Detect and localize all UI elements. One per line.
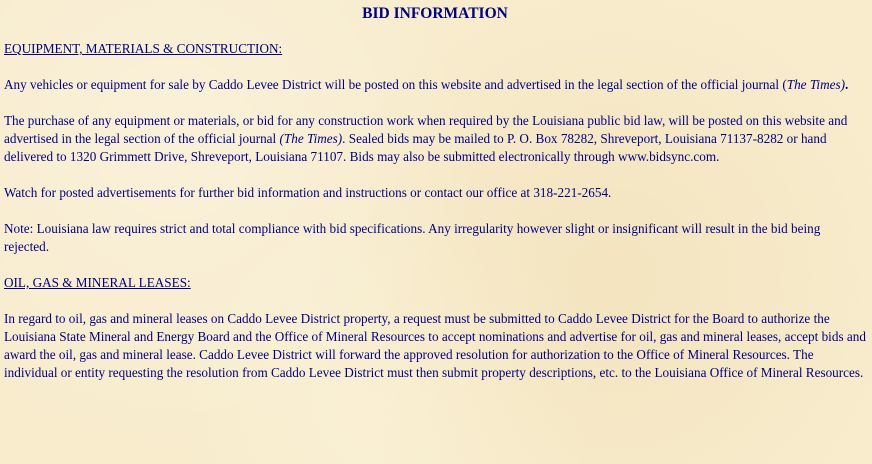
journal-name: (The Times) (279, 131, 343, 146)
paragraph-purchase-bids (4, 112, 866, 166)
journal-name: The Times) (786, 77, 845, 92)
paragraph-mineral-leases: In regard to oil, gas and mineral leases on Caddo Levee District property, a request must be submitted to Caddo Levee District for the Board to authorize the Louisiana State Mineral and Energy Board and the Office of Mineral Resources to accept nominations and advertise for oil, gas and mineral leases, accept bids and award the oil, gas and mineral lease. Caddo Levee District will forward the approved resolution for authorization to the Office of Mineral Resources. The individual or entity requesting the resolution from Caddo Levee District must then submit property descriptions, etc. to the Louisiana Office of Mineral Resources. (4, 311, 866, 380)
paragraph-text: . Sealed bids may be mailed to P. O. Box 78282, Shreveport, Louisiana 71137-8282 or hand delivered to 1320 Grimmett Drive, Shreveport, Louisiana 71107. Bids may also be submitted electronically through www.bidsync.com. (4, 131, 827, 164)
paragraph-note-compliance: Note: Louisiana law requires strict and total compliance with bid specifications. Any irregularity however slight or insignificant will result in the bid being rejected. (4, 221, 821, 254)
paragraph-text: Any vehicles or equipment for sale by Caddo Levee District will be posted on this website and advertised in the legal section of the official journal ( (4, 77, 787, 92)
paragraph-contact-office: Watch for posted advertisements for further bid information and instructions or contact our office at 318-221-2654. (4, 185, 612, 200)
paragraph-vehicles-for-sale (4, 76, 866, 94)
paragraph-text: The purchase of any equipment or materials, or bid for any construction work when required by the Louisiana public bid law, will be posted on this website and advertised in the legal section of the official journal (4, 113, 848, 146)
section-heading-equipment: EQUIPMENT, MATERIALS & CONSTRUCTION: (4, 41, 283, 56)
paragraph-text: . (844, 77, 849, 92)
page-title: BID INFORMATION (362, 5, 508, 22)
section-heading-oil-gas: OIL, GAS & MINERAL LEASES: (4, 275, 191, 290)
